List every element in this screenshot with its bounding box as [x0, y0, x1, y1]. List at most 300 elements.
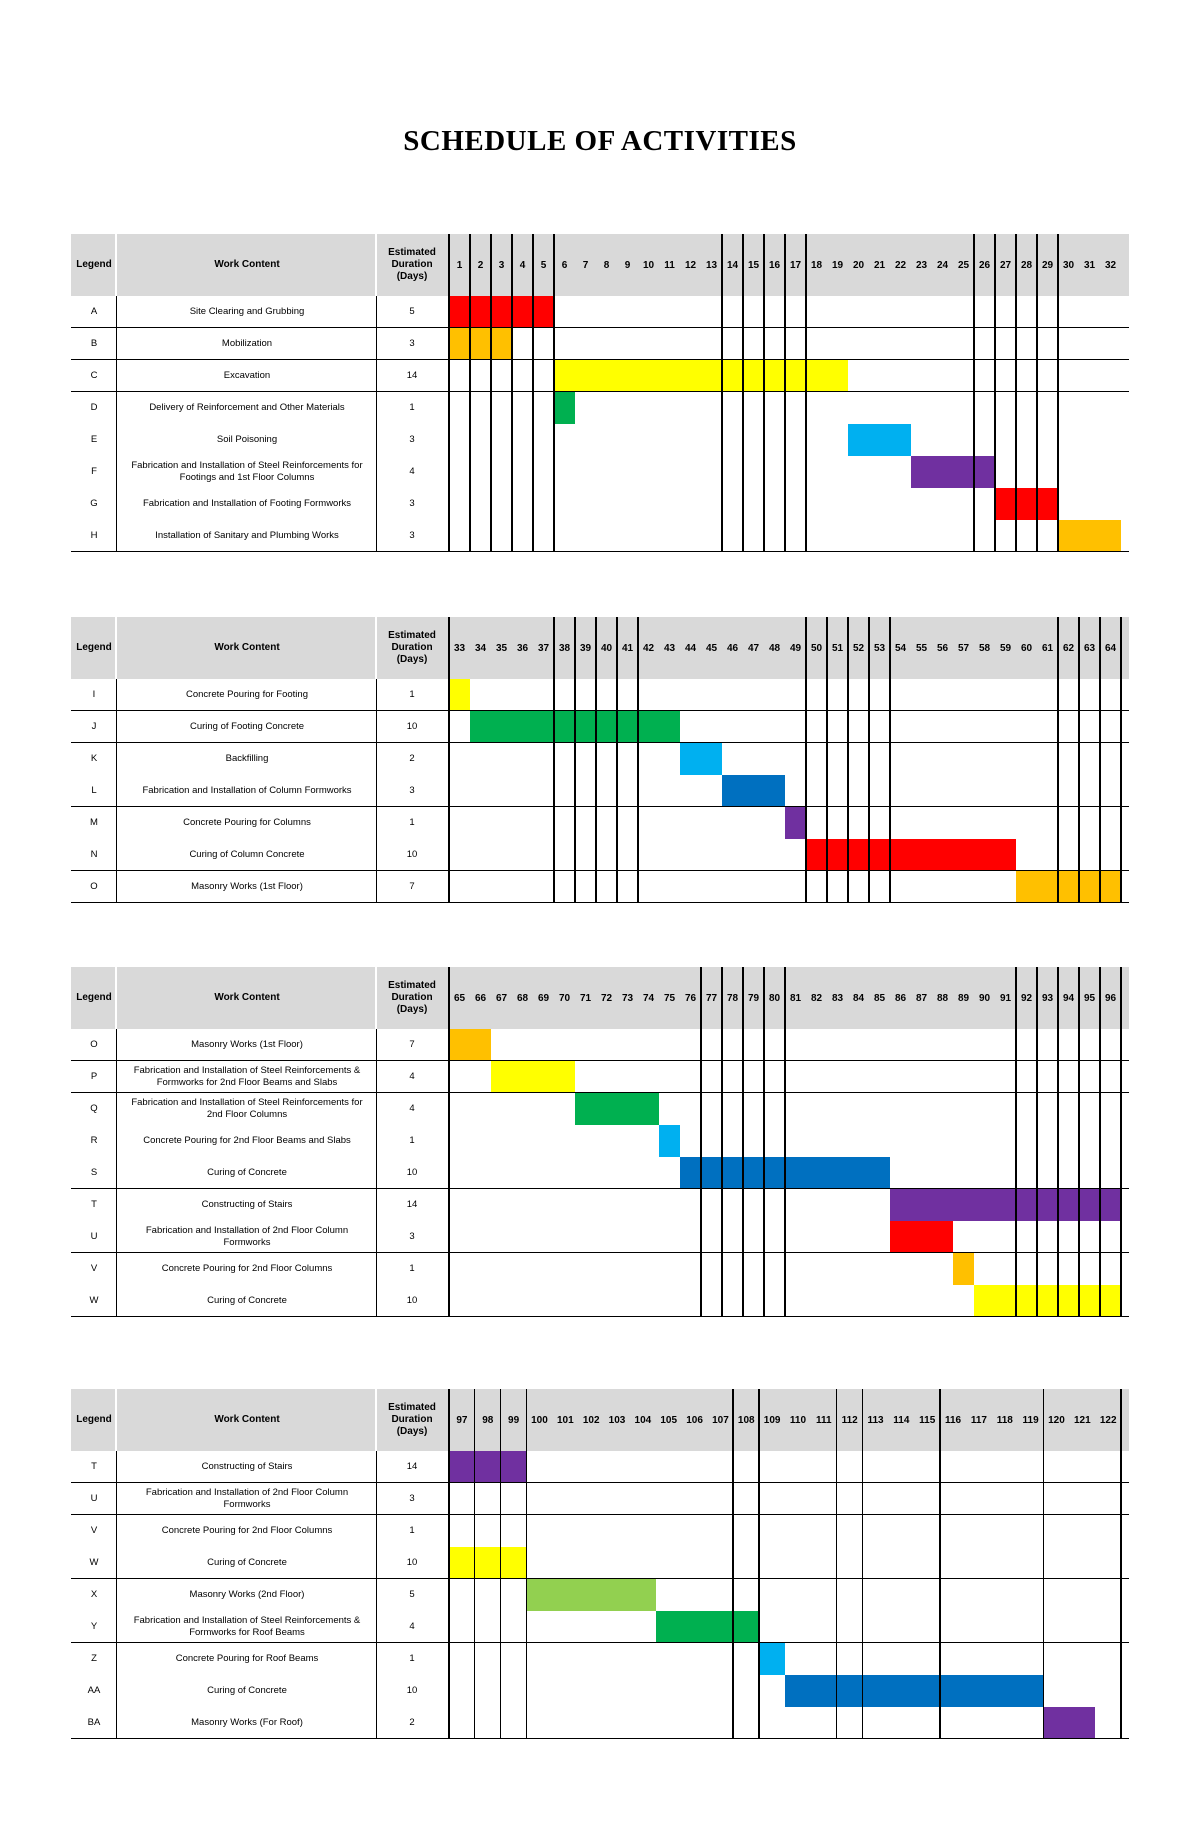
day-number: 55: [915, 642, 928, 654]
legend-cell: E: [90, 434, 98, 445]
day-number: 99: [508, 1414, 520, 1426]
work-content-cell: Constructing of Stairs: [201, 1461, 293, 1472]
duration-cell: 14: [406, 1461, 418, 1472]
legend-header: Legend: [76, 1414, 112, 1425]
gantt-bar: [659, 1125, 680, 1157]
day-number: 3: [498, 259, 505, 271]
day-number: 69: [537, 992, 550, 1004]
day-number: 82: [810, 992, 823, 1004]
duration-cell: 4: [409, 466, 415, 477]
column-border: [116, 1451, 117, 1739]
gantt-bar: [449, 328, 512, 360]
day-number: 79: [747, 992, 760, 1004]
legend-cell: A: [90, 306, 98, 317]
day-number: 44: [684, 642, 697, 654]
day-gridline: [939, 1389, 941, 1739]
day-gridline: [1120, 617, 1122, 903]
day-number: 63: [1083, 642, 1096, 654]
day-number: 90: [978, 992, 991, 1004]
duration-cell: 10: [406, 721, 418, 732]
day-gridline: [721, 234, 723, 552]
duration-cell: 5: [409, 306, 415, 317]
column-border: [116, 1029, 117, 1317]
legend-cell: W: [89, 1557, 99, 1568]
day-number: 37: [537, 642, 550, 654]
row-separator: [71, 1642, 1129, 1643]
day-number: 50: [810, 642, 823, 654]
work-content-cell: Curing of Footing Concrete: [189, 721, 305, 732]
day-number: 2: [477, 259, 484, 271]
day-gridline: [616, 617, 618, 903]
day-number: 49: [789, 642, 802, 654]
day-number: 84: [852, 992, 865, 1004]
row-separator: [71, 710, 1129, 711]
day-gridline: [1015, 967, 1017, 1317]
row-separator: [71, 1060, 1129, 1061]
header-divider: [115, 617, 117, 679]
day-number: 29: [1041, 259, 1054, 271]
header-row: [71, 617, 1129, 679]
legend-cell: C: [90, 370, 98, 381]
duration-cell: 1: [409, 1135, 415, 1146]
day-number: 25: [957, 259, 970, 271]
day-number: 98: [482, 1414, 494, 1426]
day-gridline: [1099, 967, 1101, 1317]
work-content-cell: Concrete Pouring for Footing: [186, 689, 308, 700]
day-gridline: [1120, 967, 1122, 1317]
work-content-cell: Masonry Works (1st Floor): [191, 881, 303, 892]
day-number: 72: [600, 992, 613, 1004]
duration-cell: 10: [406, 849, 418, 860]
day-number: 117: [970, 1414, 987, 1426]
day-number: 87: [915, 992, 928, 1004]
day-number: 107: [712, 1414, 729, 1426]
gantt-bar: [554, 392, 575, 424]
day-number: 54: [894, 642, 907, 654]
day-gridline: [553, 234, 555, 552]
day-number: 47: [747, 642, 760, 654]
column-border: [376, 1029, 377, 1317]
header-divider: [375, 617, 377, 679]
day-gridline: [1057, 234, 1059, 552]
day-number: 60: [1020, 642, 1033, 654]
day-number: 101: [556, 1414, 574, 1426]
gantt-bar: [785, 1675, 1044, 1707]
duration-cell: 14: [406, 370, 418, 381]
day-number: 52: [852, 642, 865, 654]
day-number: 10: [642, 259, 655, 271]
day-number: 32: [1104, 259, 1117, 271]
work-content-cell: Fabrication and Installation of Column Formworks: [142, 785, 352, 796]
duration-cell: 1: [409, 1263, 415, 1274]
work-content-cell: Curing of Concrete: [207, 1167, 287, 1178]
legend-cell: V: [90, 1525, 98, 1536]
day-number: 114: [893, 1414, 910, 1426]
work-content-cell: Mobilization: [221, 338, 273, 349]
day-number: 1: [456, 259, 463, 271]
gantt-bar: [911, 456, 995, 488]
day-number: 76: [684, 992, 697, 1004]
legend-cell: G: [90, 498, 98, 509]
day-number: 104: [634, 1414, 652, 1426]
work-content-cell: Fabrication and Installation of 2nd Floor Column Formworks: [145, 1225, 349, 1248]
day-gridline: [1057, 617, 1059, 903]
row-separator: [71, 1188, 1129, 1189]
duration-cell: 2: [409, 753, 415, 764]
day-number: 81: [789, 992, 802, 1004]
row-separator: [71, 806, 1129, 807]
day-number: 100: [531, 1414, 548, 1426]
legend-cell: X: [90, 1589, 98, 1600]
day-number: 65: [453, 992, 466, 1004]
day-number: 15: [747, 259, 760, 271]
legend-cell: W: [89, 1295, 99, 1306]
legend-cell: L: [91, 785, 97, 796]
gantt-bar: [1044, 1707, 1096, 1739]
duration-cell: 7: [409, 1039, 415, 1050]
day-number: 70: [558, 992, 571, 1004]
day-number: 96: [1104, 992, 1117, 1004]
gantt-bar: [1016, 871, 1121, 903]
duration-cell: 1: [409, 402, 415, 413]
day-number: 121: [1073, 1414, 1091, 1426]
day-gridline: [595, 617, 597, 903]
day-number: 77: [705, 992, 718, 1004]
legend-cell: AA: [87, 1685, 101, 1696]
gantt-bar: [806, 839, 1016, 871]
duration-cell: 3: [409, 785, 415, 796]
header-divider: [375, 967, 377, 1029]
work-content-header: Work Content: [214, 259, 280, 270]
day-number: 62: [1062, 642, 1075, 654]
work-content-cell: Curing of Concrete: [207, 1557, 287, 1568]
work-content-cell: Curing of Concrete: [207, 1685, 287, 1696]
day-number: 91: [999, 992, 1012, 1004]
day-number: 11: [664, 259, 675, 271]
day-number: 31: [1083, 259, 1096, 271]
work-content-cell: Masonry Works (For Roof): [191, 1717, 303, 1728]
day-gridline: [1057, 967, 1059, 1317]
gantt-bar: [722, 775, 785, 807]
day-number: 12: [684, 259, 697, 271]
duration-cell: 10: [406, 1295, 418, 1306]
row-separator: [71, 1092, 1129, 1093]
day-number: 94: [1062, 992, 1075, 1004]
day-number: 120: [1048, 1414, 1065, 1426]
work-content-cell: Fabrication and Installation of Footing Formworks: [142, 498, 352, 509]
column-border: [376, 296, 377, 552]
legend-cell: BA: [87, 1717, 101, 1728]
duration-cell: 3: [409, 434, 415, 445]
duration-cell: 3: [409, 530, 415, 541]
work-content-cell: Installation of Sanitary and Plumbing Works: [155, 530, 339, 541]
day-gridline: [1078, 617, 1080, 903]
legend-header: Legend: [76, 642, 112, 653]
day-number: 43: [663, 642, 676, 654]
row-separator: [71, 1738, 1129, 1739]
gantt-bar: [527, 1579, 656, 1611]
day-number: 17: [789, 259, 802, 271]
work-content-cell: Curing of Concrete: [207, 1295, 287, 1306]
day-number: 46: [726, 642, 739, 654]
day-gridline: [574, 617, 576, 903]
work-content-cell: Concrete Pouring for Roof Beams: [175, 1653, 319, 1664]
legend-cell: H: [90, 530, 98, 541]
gantt-bar: [1058, 520, 1121, 552]
legend-cell: J: [91, 721, 97, 732]
legend-cell: K: [90, 753, 98, 764]
day-number: 20: [852, 259, 865, 271]
row-separator: [71, 902, 1129, 903]
row-separator: [71, 327, 1129, 328]
day-number: 7: [582, 259, 589, 271]
work-content-cell: Fabrication and Installation of 2nd Floor Column Formworks: [145, 1487, 349, 1510]
day-number: 18: [810, 259, 823, 271]
day-gridline: [500, 1389, 502, 1739]
work-content-cell: Concrete Pouring for 2nd Floor Columns: [161, 1525, 333, 1536]
day-number: 4: [519, 259, 526, 271]
work-content-cell: Fabrication and Installation of Steel Reinforcements & Formworks for Roof Beams: [133, 1615, 361, 1638]
work-content-cell: Concrete Pouring for 2nd Floor Columns: [161, 1263, 333, 1274]
day-number: 33: [453, 642, 466, 654]
header-divider: [115, 234, 117, 296]
duration-cell: 4: [409, 1103, 415, 1114]
work-content-cell: Delivery of Reinforcement and Other Materials: [149, 402, 345, 413]
legend-header: Legend: [76, 259, 112, 270]
day-gridline: [847, 617, 849, 903]
day-gridline: [448, 234, 450, 552]
work-content-header: Work Content: [214, 642, 280, 653]
day-number: 35: [495, 642, 508, 654]
day-number: 58: [978, 642, 991, 654]
day-number: 73: [621, 992, 634, 1004]
duration-header: Estimated Duration (Days): [388, 247, 436, 282]
duration-cell: 1: [409, 817, 415, 828]
day-gridline: [474, 1389, 476, 1739]
day-number: 28: [1020, 259, 1033, 271]
gantt-bar: [656, 1611, 759, 1643]
day-number: 83: [831, 992, 844, 1004]
day-number: 13: [705, 259, 718, 271]
row-separator: [71, 359, 1129, 360]
day-gridline: [836, 1389, 838, 1739]
work-content-header: Work Content: [214, 992, 280, 1003]
day-number: 119: [1022, 1414, 1039, 1426]
column-border: [376, 1451, 377, 1739]
schedule-section-1: [71, 234, 1129, 552]
day-number: 42: [642, 642, 655, 654]
work-content-cell: Concrete Pouring for Columns: [183, 817, 311, 828]
duration-header: Estimated Duration (Days): [388, 1402, 436, 1437]
day-number: 41: [621, 642, 634, 654]
work-content-header: Work Content: [214, 1414, 280, 1425]
header-divider: [375, 234, 377, 296]
gantt-bar: [449, 679, 470, 711]
legend-cell: R: [90, 1135, 98, 1146]
day-number: 89: [957, 992, 970, 1004]
day-number: 118: [996, 1414, 1013, 1426]
day-gridline: [700, 967, 702, 1317]
duration-cell: 3: [409, 338, 415, 349]
day-number: 56: [936, 642, 949, 654]
row-separator: [71, 1252, 1129, 1253]
day-number: 14: [726, 259, 739, 271]
day-gridline: [526, 1389, 528, 1739]
schedule-section-4: [71, 1389, 1129, 1739]
legend-cell: P: [90, 1071, 98, 1082]
legend-cell: O: [90, 1039, 98, 1050]
day-number: 5: [540, 259, 547, 271]
gantt-bar: [575, 1093, 659, 1125]
legend-cell: B: [90, 338, 98, 349]
day-number: 66: [474, 992, 487, 1004]
day-gridline: [448, 617, 450, 903]
day-number: 109: [763, 1414, 781, 1426]
schedule-section-3: [71, 967, 1129, 1317]
day-number: 92: [1020, 992, 1033, 1004]
duration-cell: 1: [409, 1653, 415, 1664]
legend-cell: V: [90, 1263, 98, 1274]
day-gridline: [868, 617, 870, 903]
day-gridline: [784, 967, 786, 1317]
duration-cell: 3: [409, 1231, 415, 1242]
day-number: 16: [768, 259, 781, 271]
duration-cell: 10: [406, 1557, 418, 1568]
day-gridline: [721, 967, 723, 1317]
day-gridline: [742, 234, 744, 552]
gantt-bar: [995, 488, 1058, 520]
legend-cell: N: [90, 849, 98, 860]
day-number: 34: [474, 642, 487, 654]
duration-header: Estimated Duration (Days): [388, 630, 436, 665]
row-separator: [71, 742, 1129, 743]
day-number: 68: [516, 992, 529, 1004]
day-gridline: [889, 617, 891, 903]
day-gridline: [637, 617, 639, 903]
day-number: 61: [1041, 642, 1054, 654]
gantt-bar: [848, 424, 911, 456]
day-number: 106: [686, 1414, 703, 1426]
day-gridline: [862, 1389, 864, 1739]
day-gridline: [994, 234, 996, 552]
day-number: 88: [936, 992, 949, 1004]
day-number: 59: [999, 642, 1012, 654]
duration-cell: 1: [409, 689, 415, 700]
row-separator: [71, 391, 1129, 392]
day-gridline: [826, 617, 828, 903]
work-content-cell: Constructing of Stairs: [201, 1199, 293, 1210]
day-number: 48: [768, 642, 781, 654]
row-separator: [71, 1578, 1129, 1579]
day-number: 85: [873, 992, 886, 1004]
duration-cell: 14: [406, 1199, 418, 1210]
header-divider: [375, 1389, 377, 1451]
day-number: 103: [608, 1414, 626, 1426]
work-content-cell: Fabrication and Installation of Steel Reinforcements & Formworks for 2nd Floor Beams and Slabs: [133, 1065, 361, 1088]
legend-cell: M: [90, 817, 98, 828]
day-number: 45: [705, 642, 718, 654]
day-gridline: [553, 617, 555, 903]
row-separator: [71, 1514, 1129, 1515]
day-gridline: [1015, 234, 1017, 552]
day-number: 8: [603, 259, 610, 271]
day-number: 19: [831, 259, 844, 271]
duration-header: Estimated Duration (Days): [388, 980, 436, 1015]
day-number: 51: [831, 642, 844, 654]
gantt-bar: [449, 1451, 527, 1483]
day-number: 26: [978, 259, 991, 271]
duration-cell: 2: [409, 1717, 415, 1728]
gantt-bar: [953, 1253, 974, 1285]
day-gridline: [758, 1389, 760, 1739]
day-number: 75: [663, 992, 676, 1004]
day-number: 53: [873, 642, 886, 654]
work-content-cell: Masonry Works (2nd Floor): [189, 1589, 305, 1600]
day-gridline: [763, 967, 765, 1317]
gantt-bar: [449, 296, 554, 328]
day-number: 71: [579, 992, 592, 1004]
day-gridline: [742, 967, 744, 1317]
work-content-cell: Excavation: [223, 370, 271, 381]
day-gridline: [805, 234, 807, 552]
legend-cell: T: [91, 1461, 97, 1472]
legend-cell: U: [90, 1231, 98, 1242]
day-gridline: [448, 1389, 450, 1739]
duration-cell: 5: [409, 1589, 415, 1600]
day-number: 116: [944, 1414, 962, 1426]
legend-cell: F: [91, 466, 97, 477]
day-number: 39: [579, 642, 592, 654]
duration-cell: 1: [409, 1525, 415, 1536]
column-border: [116, 296, 117, 552]
schedule-section-2: [71, 617, 1129, 903]
legend-cell: I: [92, 689, 96, 700]
day-number: 86: [894, 992, 907, 1004]
gantt-bar: [785, 807, 806, 839]
duration-cell: 7: [409, 881, 415, 892]
day-number: 9: [624, 259, 631, 271]
day-gridline: [448, 967, 450, 1317]
day-number: 57: [957, 642, 970, 654]
work-content-cell: Curing of Column Concrete: [189, 849, 305, 860]
header-divider: [115, 967, 117, 1029]
legend-header: Legend: [76, 992, 112, 1003]
day-gridline: [490, 234, 492, 552]
work-content-cell: Backfilling: [225, 753, 269, 764]
day-gridline: [805, 617, 807, 903]
day-number: 97: [456, 1414, 468, 1426]
work-content-cell: Masonry Works (1st Floor): [191, 1039, 303, 1050]
gantt-bar: [449, 1029, 491, 1061]
duration-cell: 10: [406, 1167, 418, 1178]
gantt-bar: [554, 360, 848, 392]
day-number: 22: [894, 259, 907, 271]
legend-cell: S: [90, 1167, 98, 1178]
day-gridline: [784, 234, 786, 552]
duration-cell: 4: [409, 1621, 415, 1632]
day-gridline: [1043, 1389, 1045, 1739]
day-number: 108: [737, 1414, 755, 1426]
legend-cell: Q: [90, 1103, 98, 1114]
day-number: 111: [816, 1414, 832, 1426]
day-number: 6: [561, 259, 568, 271]
day-number: 67: [495, 992, 508, 1004]
work-content-cell: Soil Poisoning: [216, 434, 278, 445]
day-number: 110: [789, 1414, 807, 1426]
day-number: 122: [1099, 1414, 1117, 1426]
legend-cell: Z: [91, 1653, 97, 1664]
day-number: 112: [841, 1414, 858, 1426]
